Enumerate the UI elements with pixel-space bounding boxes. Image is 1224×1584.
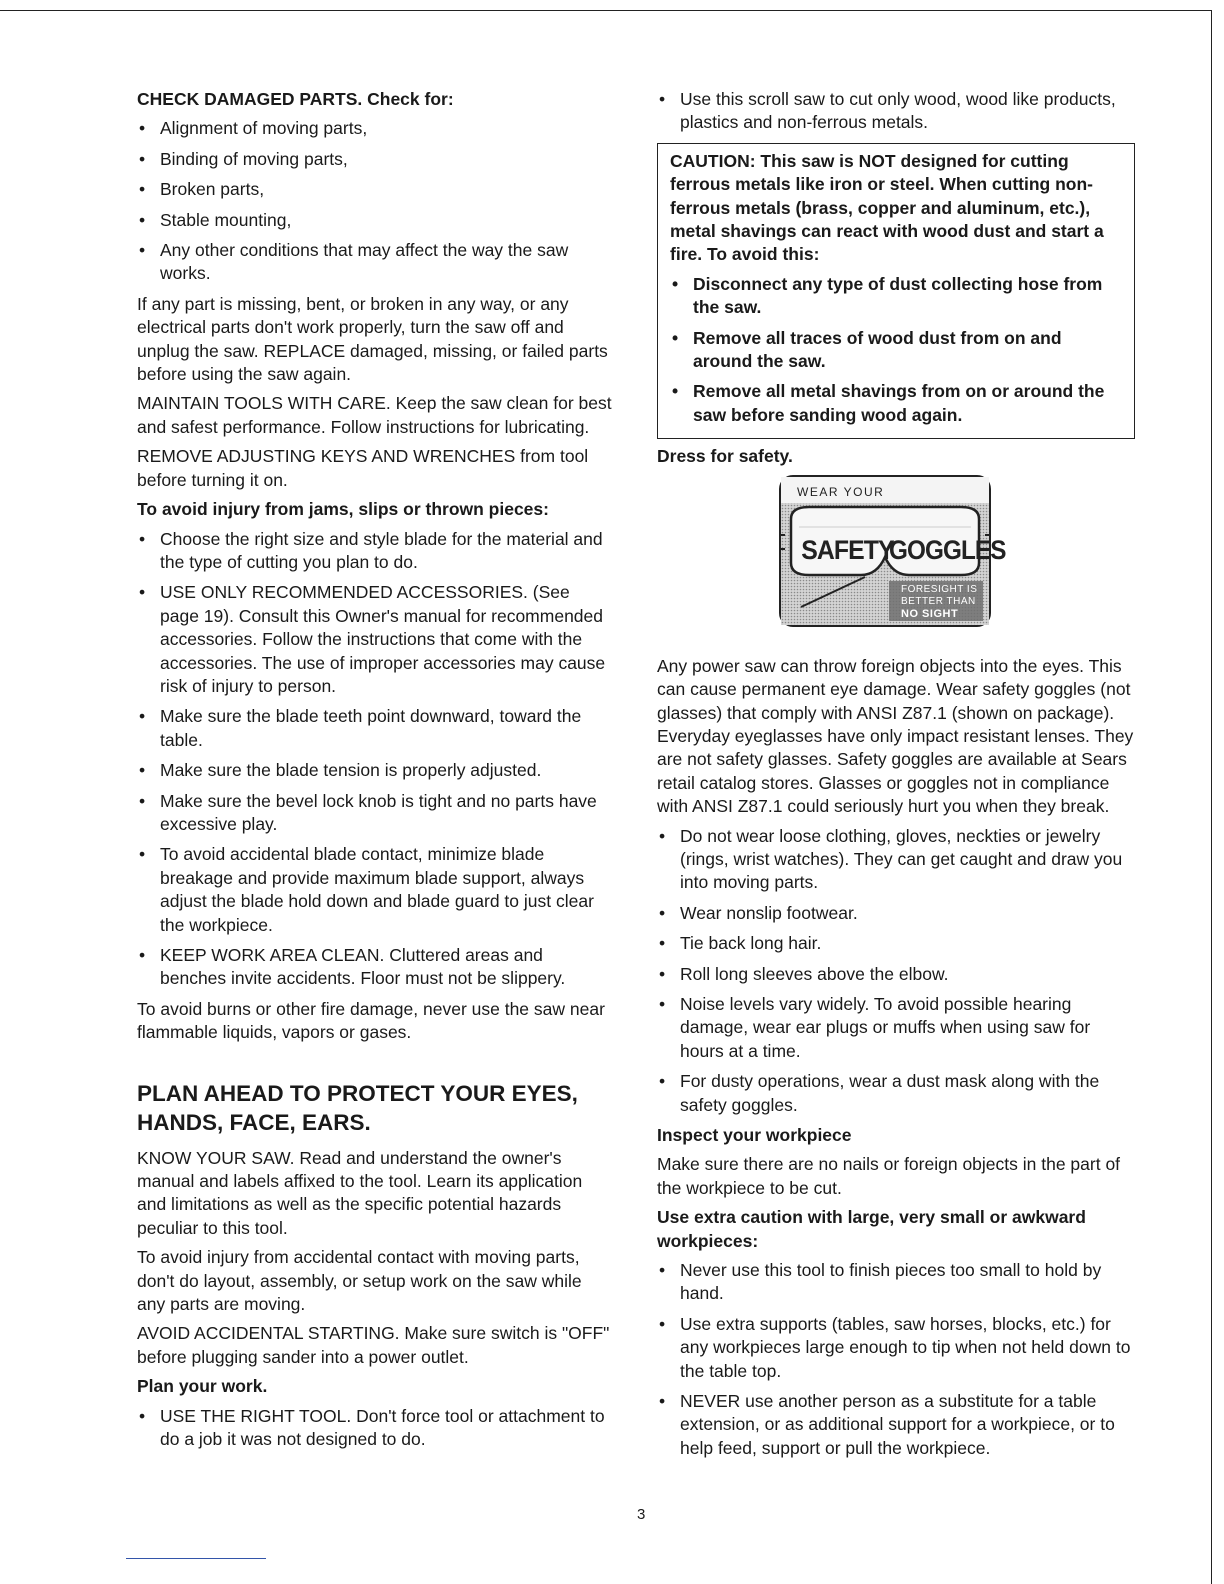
extra-caution-list — [657, 1259, 1135, 1460]
right-column — [657, 88, 1135, 1467]
goggles-illustration — [781, 477, 1006, 625]
right-border-line — [1211, 10, 1212, 1584]
eye-damage-paragraph: Any power saw can throw foreign objects into the eyes. This can cause permanent eye damage. Wear safety goggles (not glasses) that comply with ANSI Z87.1 (shown on package). Everyday eyeglasses have only impact resistant lenses. They are not safety glasses. Safety goggles are available at Sears retail catalog stores. Glasses or goggles not in compliance with ANSI Z87.1 could seriously hurt you when they break. — [657, 655, 1134, 817]
list-item: • USE THE RIGHT TOOL. Don't force tool or attachment to do a job it was not designed to do. — [137, 1405, 613, 1452]
list-item: • Do not wear loose clothing, gloves, neckties or jewelry (rings, wrist watches). They can get caught and draw you into moving parts. — [657, 825, 1135, 895]
footer-line — [126, 1558, 266, 1559]
jams-list — [137, 528, 613, 991]
list-item: • Make sure the blade teeth point downward, toward the table. — [137, 705, 613, 752]
plan-work-heading: Plan your work. — [137, 1376, 268, 1397]
list-item: • Use this scroll saw to cut only wood, wood like products, plastics and non-ferrous metals. — [657, 88, 1135, 135]
list-item: • Alignment of moving parts, — [137, 117, 613, 140]
list-item: • Binding of moving parts, — [137, 148, 613, 171]
extra-caution-heading: Use extra caution with large, very small or awkward workpieces: — [657, 1207, 1086, 1251]
goggles-slogan-line3: NO SIGHT — [901, 607, 959, 620]
accidental-contact-paragraph: To avoid injury from accidental contact with moving parts, don't do layout, assembly, or setup work on the saw while any parts are moving. — [137, 1247, 582, 1315]
caution-text: CAUTION: This saw is NOT designed for cutting ferrous metals like iron or steel. When cutting non-ferrous metals (brass, copper and aluminum, etc.), metal shavings can react with wood dust and start a fire. To avoid this: — [670, 150, 1104, 265]
list-item: • To avoid accidental blade contact, minimize blade breakage and provide maximum blade support, always adjust the blade hold down and blade guard to just clear the workpiece. — [137, 843, 613, 937]
list-item: • USE ONLY RECOMMENDED ACCESSORIES. (See page 19). Consult this Owner's manual for recommended accessories. Follow the instructions that come with the accessories. The use of improper accessories may cause risk of injury to person. — [137, 581, 613, 698]
goggles-word-goggles: GOGGLES — [889, 535, 1006, 565]
list-item: • Wear nonslip footwear. — [657, 902, 1135, 925]
avoid-starting-paragraph: AVOID ACCIDENTAL STARTING. Make sure switch is "OFF" before plugging sander into a power outlet. — [137, 1323, 610, 1367]
list-item: • Use extra supports (tables, saw horses, blocks, etc.) for any workpieces large enough to tip when not held down to the table top. — [657, 1313, 1135, 1383]
jams-heading: To avoid injury from jams, slips or thrown pieces: — [137, 499, 549, 520]
goggles-top-text: WEAR YOUR — [797, 484, 885, 499]
list-item: • KEEP WORK AREA CLEAN. Cluttered areas and benches invite accidents. Floor must not be slippery. — [137, 944, 613, 991]
goggles-slogan-line1: FORESIGHT IS — [901, 583, 978, 595]
list-item: • Roll long sleeves above the elbow. — [657, 963, 1135, 986]
list-item: • Make sure the blade tension is properly adjusted. — [137, 759, 613, 782]
list-item: • Make sure the bevel lock knob is tight and no parts have excessive play. — [137, 790, 613, 837]
list-item: • Noise levels vary widely. To avoid possible hearing damage, wear ear plugs or muffs when using saw for hours at a time. — [657, 993, 1135, 1063]
missing-parts-paragraph: If any part is missing, bent, or broken in any way, or any electrical parts don't work properly, turn the saw off and unplug the saw. REPLACE damaged, missing, or failed parts before using the saw again. — [137, 293, 608, 385]
goggles-slogan-line2: BETTER THAN — [901, 595, 976, 607]
list-item: • Remove all traces of wood dust from on and around the saw. — [670, 327, 1122, 374]
list-item: • Remove all metal shavings from on or around the saw before sanding wood again. — [670, 380, 1122, 427]
list-item: • Never use this tool to finish pieces too small to hold by hand. — [657, 1259, 1135, 1306]
list-item: • Any other conditions that may affect the way the saw works. — [137, 239, 613, 286]
plan-list — [137, 1405, 613, 1452]
section-title: PLAN AHEAD TO PROTECT YOUR EYES, HANDS, FACE, EARS. — [137, 1080, 578, 1135]
check-damaged-heading: CHECK DAMAGED PARTS. Check for: — [137, 89, 454, 109]
inspect-heading: Inspect your workpiece — [657, 1125, 852, 1145]
dress-list — [657, 825, 1135, 1117]
list-item: • Disconnect any type of dust collecting hose from the saw. — [670, 273, 1122, 320]
caution-box — [657, 143, 1135, 439]
maintain-paragraph: MAINTAIN TOOLS WITH CARE. Keep the saw clean for best and safest performance. Follow instructions for lubricating. — [137, 393, 612, 437]
left-column — [137, 88, 613, 1459]
page-number: 3 — [637, 1506, 646, 1523]
burns-paragraph: To avoid burns or other fire damage, never use the saw near flammable liquids, vapors or gases. — [137, 998, 605, 1043]
safety-goggles-label-image — [779, 475, 1006, 627]
list-item: • For dusty operations, wear a dust mask along with the safety goggles. — [657, 1070, 1135, 1117]
remove-keys-paragraph: REMOVE ADJUSTING KEYS AND WRENCHES from tool before turning it on. — [137, 446, 589, 490]
check-list — [137, 117, 613, 285]
list-item: • Broken parts, — [137, 178, 613, 201]
list-item: • NEVER use another person as a substitute for a table extension, or as additional support for a workpiece, or to help feed, support or pull the workpiece. — [657, 1390, 1135, 1460]
dress-heading: Dress for safety. — [657, 446, 793, 467]
caution-list — [670, 273, 1122, 427]
list-item: • Choose the right size and style blade for the material and the type of cutting you plan to do. — [137, 528, 613, 575]
list-item: • Tie back long hair. — [657, 932, 1135, 955]
list-item: • Stable mounting, — [137, 209, 613, 232]
top-border-line — [0, 10, 1212, 11]
goggles-word-safety: SAFETY — [801, 535, 894, 565]
inspect-paragraph: Make sure there are no nails or foreign objects in the part of the workpiece to be cut. — [657, 1154, 1121, 1198]
know-saw-paragraph: KNOW YOUR SAW. Read and understand the owner's manual and labels affixed to the tool. Learn its application and limitations as well as the specific potential hazards peculiar to this tool. — [137, 1147, 583, 1238]
scroll-saw-list — [657, 88, 1135, 135]
